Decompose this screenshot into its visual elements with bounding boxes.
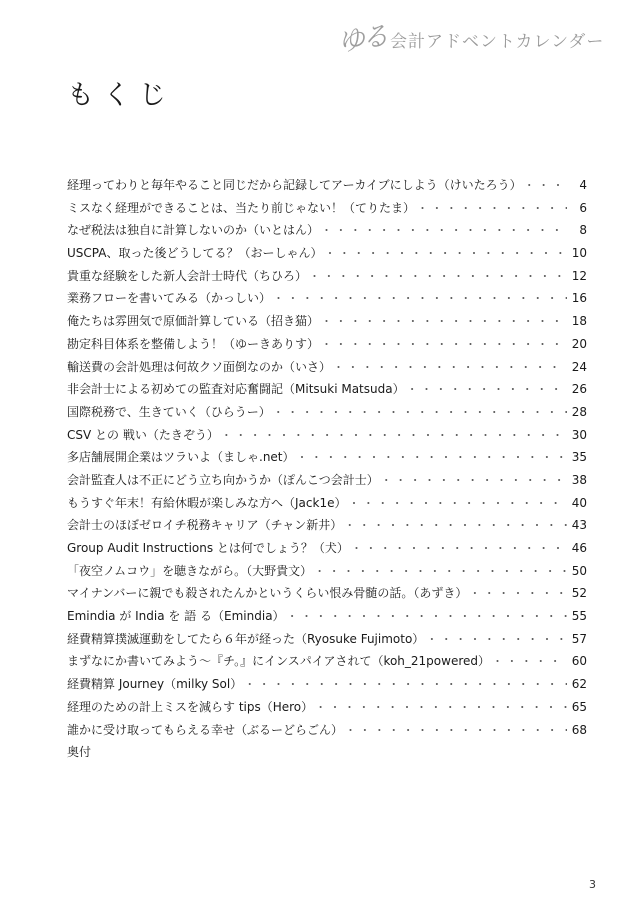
toc-entry-page: 24 [571,359,587,374]
page-number: 3 [589,878,596,891]
toc-entry[interactable] [67,358,587,381]
toc-entry-title: 「夜空ノムコウ」を聴きながら。（大野貴文） [67,563,313,578]
toc-entry-page: 62 [571,677,587,692]
toc-entry[interactable] [67,221,587,244]
page-title: もくじ [67,80,175,111]
toc-entry-page: 52 [571,586,587,601]
toc-entry[interactable] [67,562,587,585]
toc-entry-page: 26 [571,382,587,397]
toc-entry-title: なぜ税法は独自に計算しないのか（いとはん） [67,223,320,238]
toc-entry[interactable] [67,403,587,426]
toc-entry[interactable] [67,335,587,358]
toc-entry-title: ミスなく経理ができることは、当たり前じゃない！（てりたま） [67,200,416,215]
toc-entry[interactable] [67,448,587,471]
toc-leader-dots [344,517,567,533]
toc-entry[interactable] [67,312,587,335]
toc-entry-title: 奥付 [67,745,92,760]
toc-leader-dots [321,336,567,352]
toc-entry[interactable] [67,380,587,403]
toc-leader-dots [314,563,567,579]
toc-entry[interactable] [67,539,587,562]
toc-entry[interactable] [67,675,587,698]
toc-leader-dots [469,585,567,601]
toc-entry-title: 国際税務で、生きていく（ひらうー） [67,404,271,419]
toc-entry-title: 勘定科目体系を整備しよう！（ゆーきありす） [67,336,320,351]
toc-entry-page: 18 [571,314,587,329]
logo-text: 会計アドベントカレンダー [390,32,605,52]
toc-entry-title: 貴重な経験をした新人会計士時代（ちひろ） [67,268,308,283]
toc-entry-page: 6 [579,200,587,215]
toc-entry-page: 43 [571,518,587,533]
toc-entry[interactable] [67,267,587,290]
toc-entry-page: 35 [571,450,587,465]
header-logo [336,20,605,59]
toc-entry[interactable] [67,698,587,721]
toc-leader-dots [321,313,567,329]
toc-leader-dots [315,699,567,715]
toc-leader-dots [287,608,567,624]
toc-entry-title: マイナンバーに親でも殺されたんかというくらい恨み骨髄の話。（あずき） [67,586,468,601]
toc-entry-title: 会計監査人は不正にどう立ち向かうか（ぽんこつ会計士） [67,472,379,487]
toc-entry[interactable] [67,630,587,653]
toc-entry-page: 40 [571,495,587,510]
toc-leader-dots [351,540,567,556]
toc-entry[interactable] [67,584,587,607]
logo-mark: ゆる [336,20,388,59]
toc-entry[interactable] [67,244,587,267]
toc-leader-dots [321,222,567,238]
toc-entry[interactable] [67,426,587,449]
toc-leader-dots [273,404,567,420]
toc-entry-title: 誰かに受け取ってもらえる幸せ（ぶるーどらごん） [67,722,344,737]
toc-entry[interactable] [67,199,587,222]
toc-leader-dots [309,268,567,284]
toc-entry-title: まずなにか書いてみよう～『チ。』にインスパイアされて（koh_21powered） [67,654,491,669]
toc-entry-page: 8 [579,223,587,238]
toc-leader-dots [381,472,567,488]
toc-entry[interactable] [67,743,587,766]
toc-entry-page: 28 [571,404,587,419]
toc-entry-page: 10 [571,246,587,261]
toc-entry-title: 経費精算撲滅運動をしてたら６年が経った（Ryosuke Fujimoto） [67,631,425,646]
toc-leader-dots [221,427,567,443]
toc-leader-dots [426,631,567,647]
toc-leader-dots [417,200,567,216]
toc-entry[interactable] [67,494,587,517]
toc-entry-title: 非会計士による初めての監査対応奮闘記（Mitsuki Matsuda） [67,382,405,397]
toc-entry-page: 50 [571,563,587,578]
toc-entry[interactable] [67,471,587,494]
toc-entry-title: 多店舗展開企業はツラいよ（ましゃ.net） [67,450,295,465]
toc-leader-dots [244,676,567,692]
toc-entry-title: 経費精算 Journey（milky Sol） [67,677,243,692]
toc-entry-title: USCPA、取った後どうしてる？（おーしゃん） [67,246,323,261]
toc-entry-page: 38 [571,472,587,487]
toc-entry-page: 55 [571,609,587,624]
table-of-contents [67,176,587,766]
toc-leader-dots [345,722,567,738]
toc-entry-title: 経理のための計上ミスを減らす tips（Hero） [67,699,314,714]
toc-leader-dots [407,381,567,397]
toc-entry-title: 業務フローを書いてみる（かっしい） [67,291,272,306]
toc-entry-page: 68 [571,722,587,737]
toc-entry-page: 46 [571,541,587,555]
toc-entry-page: 30 [571,427,587,442]
toc-entry-page: 16 [571,291,587,306]
toc-entry[interactable] [67,516,587,539]
toc-entry-title: もうすぐ年末！有給休暇が楽しみな方へ（Jack1e） [67,495,347,510]
toc-entry[interactable] [67,721,587,744]
toc-leader-dots [348,495,567,511]
toc-entry[interactable] [67,289,587,312]
toc-entry-title: 俺たちは雰囲気で原価計算している（招き猫） [67,314,320,329]
toc-entry-page: 12 [571,268,587,283]
toc-entry-page: 65 [571,699,587,714]
toc-entry-title: Emindia が India を 語 る（Emindia） [67,609,285,624]
toc-entry-title: 会計士のほぼゼロイチ税務キャリア（チャン新井） [67,518,343,533]
toc-leader-dots [333,359,567,375]
toc-leader-dots [492,653,567,669]
toc-entry-page: 60 [571,654,587,669]
toc-leader-dots [524,177,567,193]
toc-entry-page: 4 [579,178,587,192]
toc-entry-title: Group Audit Instructions とは何でしょう？（犬） [67,541,349,555]
toc-entry-title: 輸送費の会計処理は何故クソ面倒なのか（いさ） [67,359,332,374]
toc-entry-page: 57 [571,631,587,646]
toc-entry[interactable] [67,652,587,675]
toc-entry-page: 20 [571,336,587,351]
toc-entry-title: CSV との 戦い（たきぞう） [67,427,219,442]
toc-entry[interactable] [67,176,587,199]
toc-entry[interactable] [67,607,587,630]
toc-leader-dots [297,449,567,465]
toc-leader-dots [273,290,567,306]
toc-leader-dots [324,245,567,261]
toc-entry-title: 経理ってわりと毎年やること同じだから記録してアーカイブにしよう（けいたろう） [67,178,522,192]
